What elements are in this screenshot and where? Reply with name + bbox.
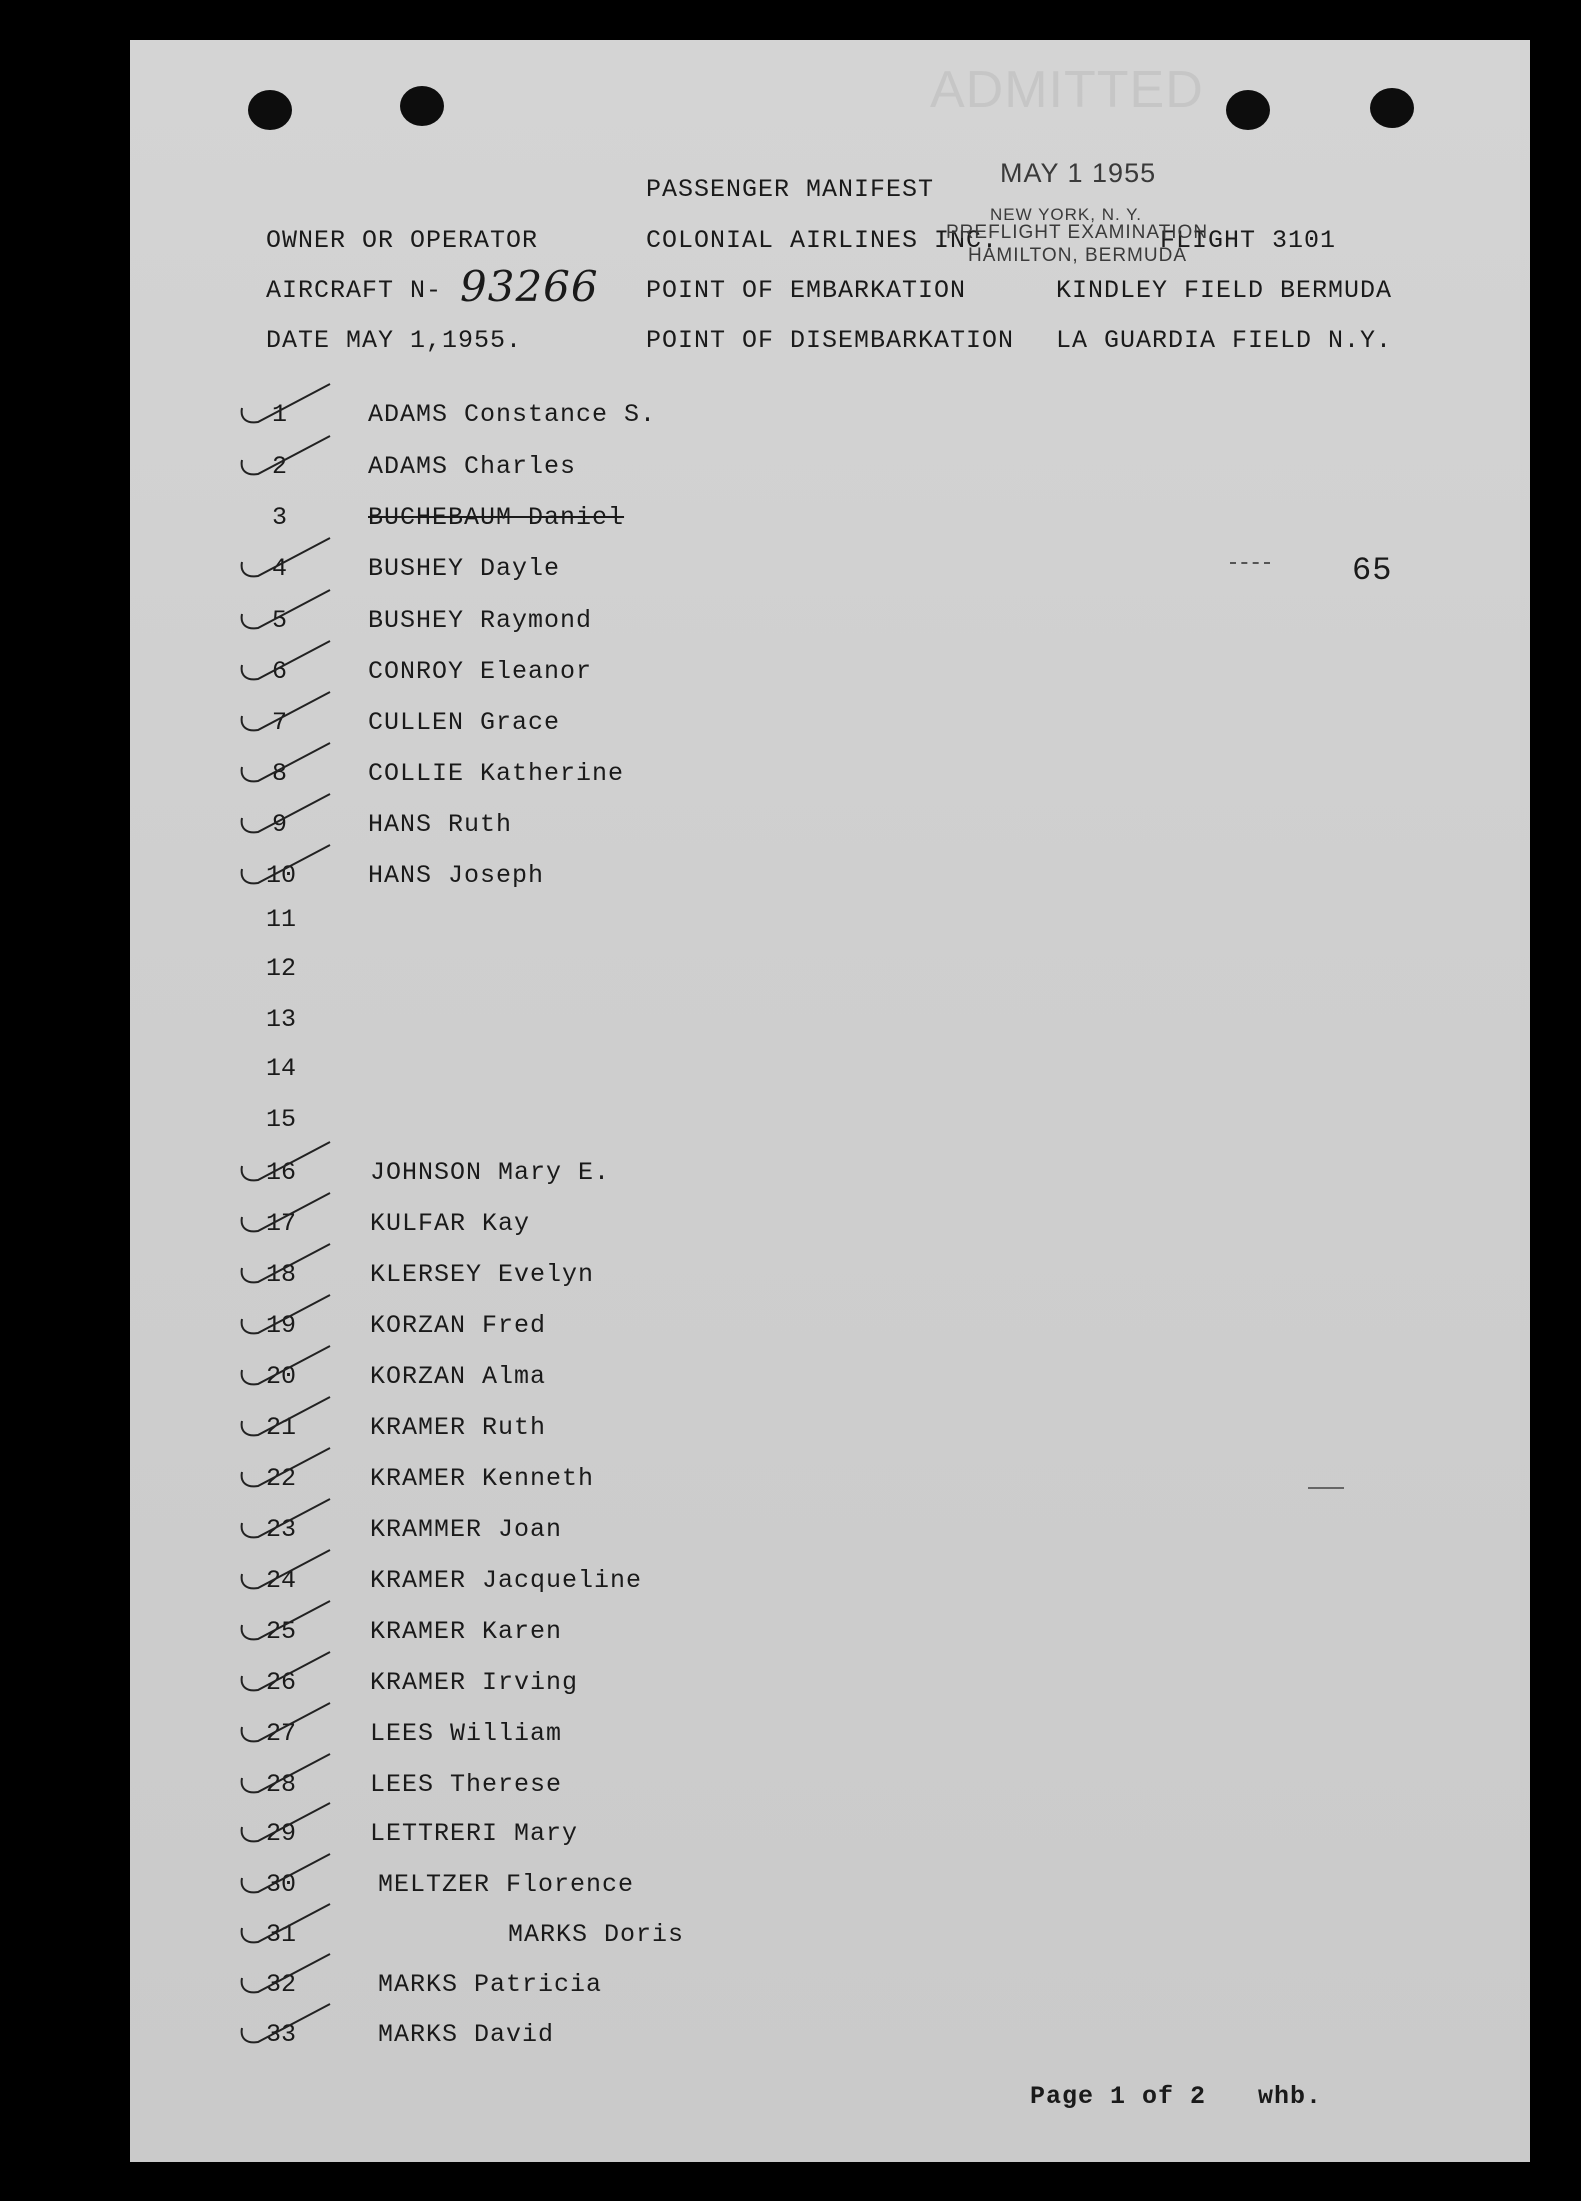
passenger-number: 21 [266,1413,297,1442]
stamp-hamilton: HAMILTON, BERMUDA [968,245,1187,266]
page-indicator: Page 1 of 2 [1030,2082,1207,2111]
passenger-number: 18 [266,1260,297,1289]
check-mark-icon [230,1342,340,1392]
passenger-name: HANS Ruth [368,810,513,839]
passenger-name: KLERSEY Evelyn [370,1260,595,1289]
passenger-name: HANS Joseph [368,861,545,890]
disembarkation-value: LA GUARDIA FIELD N.Y. [1056,326,1393,355]
passenger-name: LEES William [370,1719,563,1748]
passenger-name: KRAMER Irving [370,1668,579,1697]
right-edge-mark [1308,1487,1344,1489]
passenger-name: KULFAR Kay [370,1209,531,1238]
margin-note: 65 [1352,552,1393,589]
passenger-name: COLLIE Katherine [368,759,625,788]
passenger-name: KRAMER Kenneth [370,1464,595,1493]
passenger-name: BUSHEY Raymond [368,606,593,635]
check-mark-icon [230,1495,340,1545]
passenger-name: MARKS Patricia [378,1970,603,1999]
passenger-number: 32 [266,1970,297,1999]
clerk-initials: whb. [1258,2082,1323,2111]
passenger-number: 1 [272,400,288,429]
disembarkation-label: POINT OF DISEMBARKATION [646,326,1015,355]
passenger-name: KRAMMER Joan [370,1515,563,1544]
passenger-name: BUCHEBAUM Daniel [368,503,625,532]
passenger-name: KORZAN Fred [370,1311,547,1340]
passenger-number: 31 [266,1920,297,1949]
passenger-number: 3 [272,503,288,532]
passenger-number: 33 [266,2020,297,2049]
check-mark-icon [230,380,340,430]
check-mark-icon [230,1291,340,1341]
check-mark-icon [230,1240,340,1290]
passenger-number: 17 [266,1209,297,1238]
passenger-number: 10 [266,861,297,890]
manifest-date: DATE MAY 1,1955. [266,326,523,355]
passenger-name: CONROY Eleanor [368,657,593,686]
flight-number: FLIGHT 3101 [1160,226,1337,255]
owner-value: COLONIAL AIRLINES INC. [646,226,999,255]
check-mark-icon [230,1393,340,1443]
passenger-name: KRAMER Karen [370,1617,563,1646]
passenger-name: LETTRERI Mary [370,1819,579,1848]
admitted-stamp: ADMITTED [930,61,1204,119]
passenger-name: KORZAN Alma [370,1362,547,1391]
check-mark-icon [230,841,340,891]
passenger-number: 24 [266,1566,297,1595]
passenger-number: 16 [266,1158,297,1187]
manifest-page [130,40,1530,2162]
check-mark-icon [230,739,340,789]
owner-label: OWNER OR OPERATOR [266,226,539,255]
passenger-number: 30 [266,1870,297,1899]
stamp-date: MAY 1 1955 [1000,158,1157,188]
passenger-number: 28 [266,1770,297,1799]
aircraft-label: AIRCRAFT N- [266,276,443,305]
manifest-title: PASSENGER MANIFEST [646,175,935,204]
check-mark-icon [230,1597,340,1647]
check-mark-icon [230,1546,340,1596]
passenger-number: 4 [272,554,288,583]
check-mark-icon [230,432,340,482]
passenger-number: 23 [266,1515,297,1544]
passenger-name: JOHNSON Mary E. [370,1158,611,1187]
passenger-number: 14 [266,1054,297,1083]
passenger-number: 29 [266,1819,297,1848]
passenger-number: 7 [272,708,288,737]
check-mark-icon [230,1699,340,1749]
check-mark-icon [230,586,340,636]
check-mark-icon [230,1950,340,2000]
check-mark-icon [230,637,340,687]
check-mark-icon [230,1900,340,1950]
passenger-number: 11 [266,905,297,934]
passenger-number: 5 [272,606,288,635]
check-mark-icon [230,1750,340,1800]
passenger-name: KRAMER Jacqueline [370,1566,643,1595]
passenger-number: 9 [272,810,288,839]
punch-hole-3 [1226,90,1270,130]
punch-hole-4 [1370,88,1414,128]
passenger-number: 12 [266,954,297,983]
passenger-number: 26 [266,1668,297,1697]
passenger-name: ADAMS Constance S. [368,400,657,429]
check-mark-icon [230,534,340,584]
embarkation-label: POINT OF EMBARKATION [646,276,967,305]
passenger-number: 19 [266,1311,297,1340]
passenger-name: MARKS David [378,2020,555,2049]
check-mark-icon [230,1189,340,1239]
check-mark-icon [230,1648,340,1698]
passenger-number: 22 [266,1464,297,1493]
passenger-name: MELTZER Florence [378,1870,635,1899]
passenger-number: 27 [266,1719,297,1748]
check-mark-icon [230,2000,340,2050]
aircraft-number: 93266 [460,262,599,311]
margin-dash-mark [1230,562,1270,564]
check-mark-icon [230,1138,340,1188]
passenger-number: 2 [272,452,288,481]
passenger-number: 8 [272,759,288,788]
punch-hole-1 [248,90,292,130]
check-mark-icon [230,688,340,738]
passenger-name: CULLEN Grace [368,708,561,737]
check-mark-icon [230,790,340,840]
passenger-number: 6 [272,657,288,686]
passenger-number: 15 [266,1105,297,1134]
punch-hole-2 [400,86,444,126]
passenger-name: KRAMER Ruth [370,1413,547,1442]
check-mark-icon [230,1850,340,1900]
embarkation-value: KINDLEY FIELD BERMUDA [1056,276,1393,305]
check-mark-icon [230,1444,340,1494]
check-mark-icon [230,1799,340,1849]
passenger-name: MARKS Doris [508,1920,685,1949]
passenger-number: 25 [266,1617,297,1646]
passenger-number: 20 [266,1362,297,1391]
stamp-preflight: PREFLIGHT EXAMINATION [946,222,1209,243]
passenger-name: BUSHEY Dayle [368,554,561,583]
stamp-city: NEW YORK, N. Y. [990,205,1142,224]
passenger-name: LEES Therese [370,1770,563,1799]
passenger-name: ADAMS Charles [368,452,577,481]
passenger-number: 13 [266,1005,297,1034]
